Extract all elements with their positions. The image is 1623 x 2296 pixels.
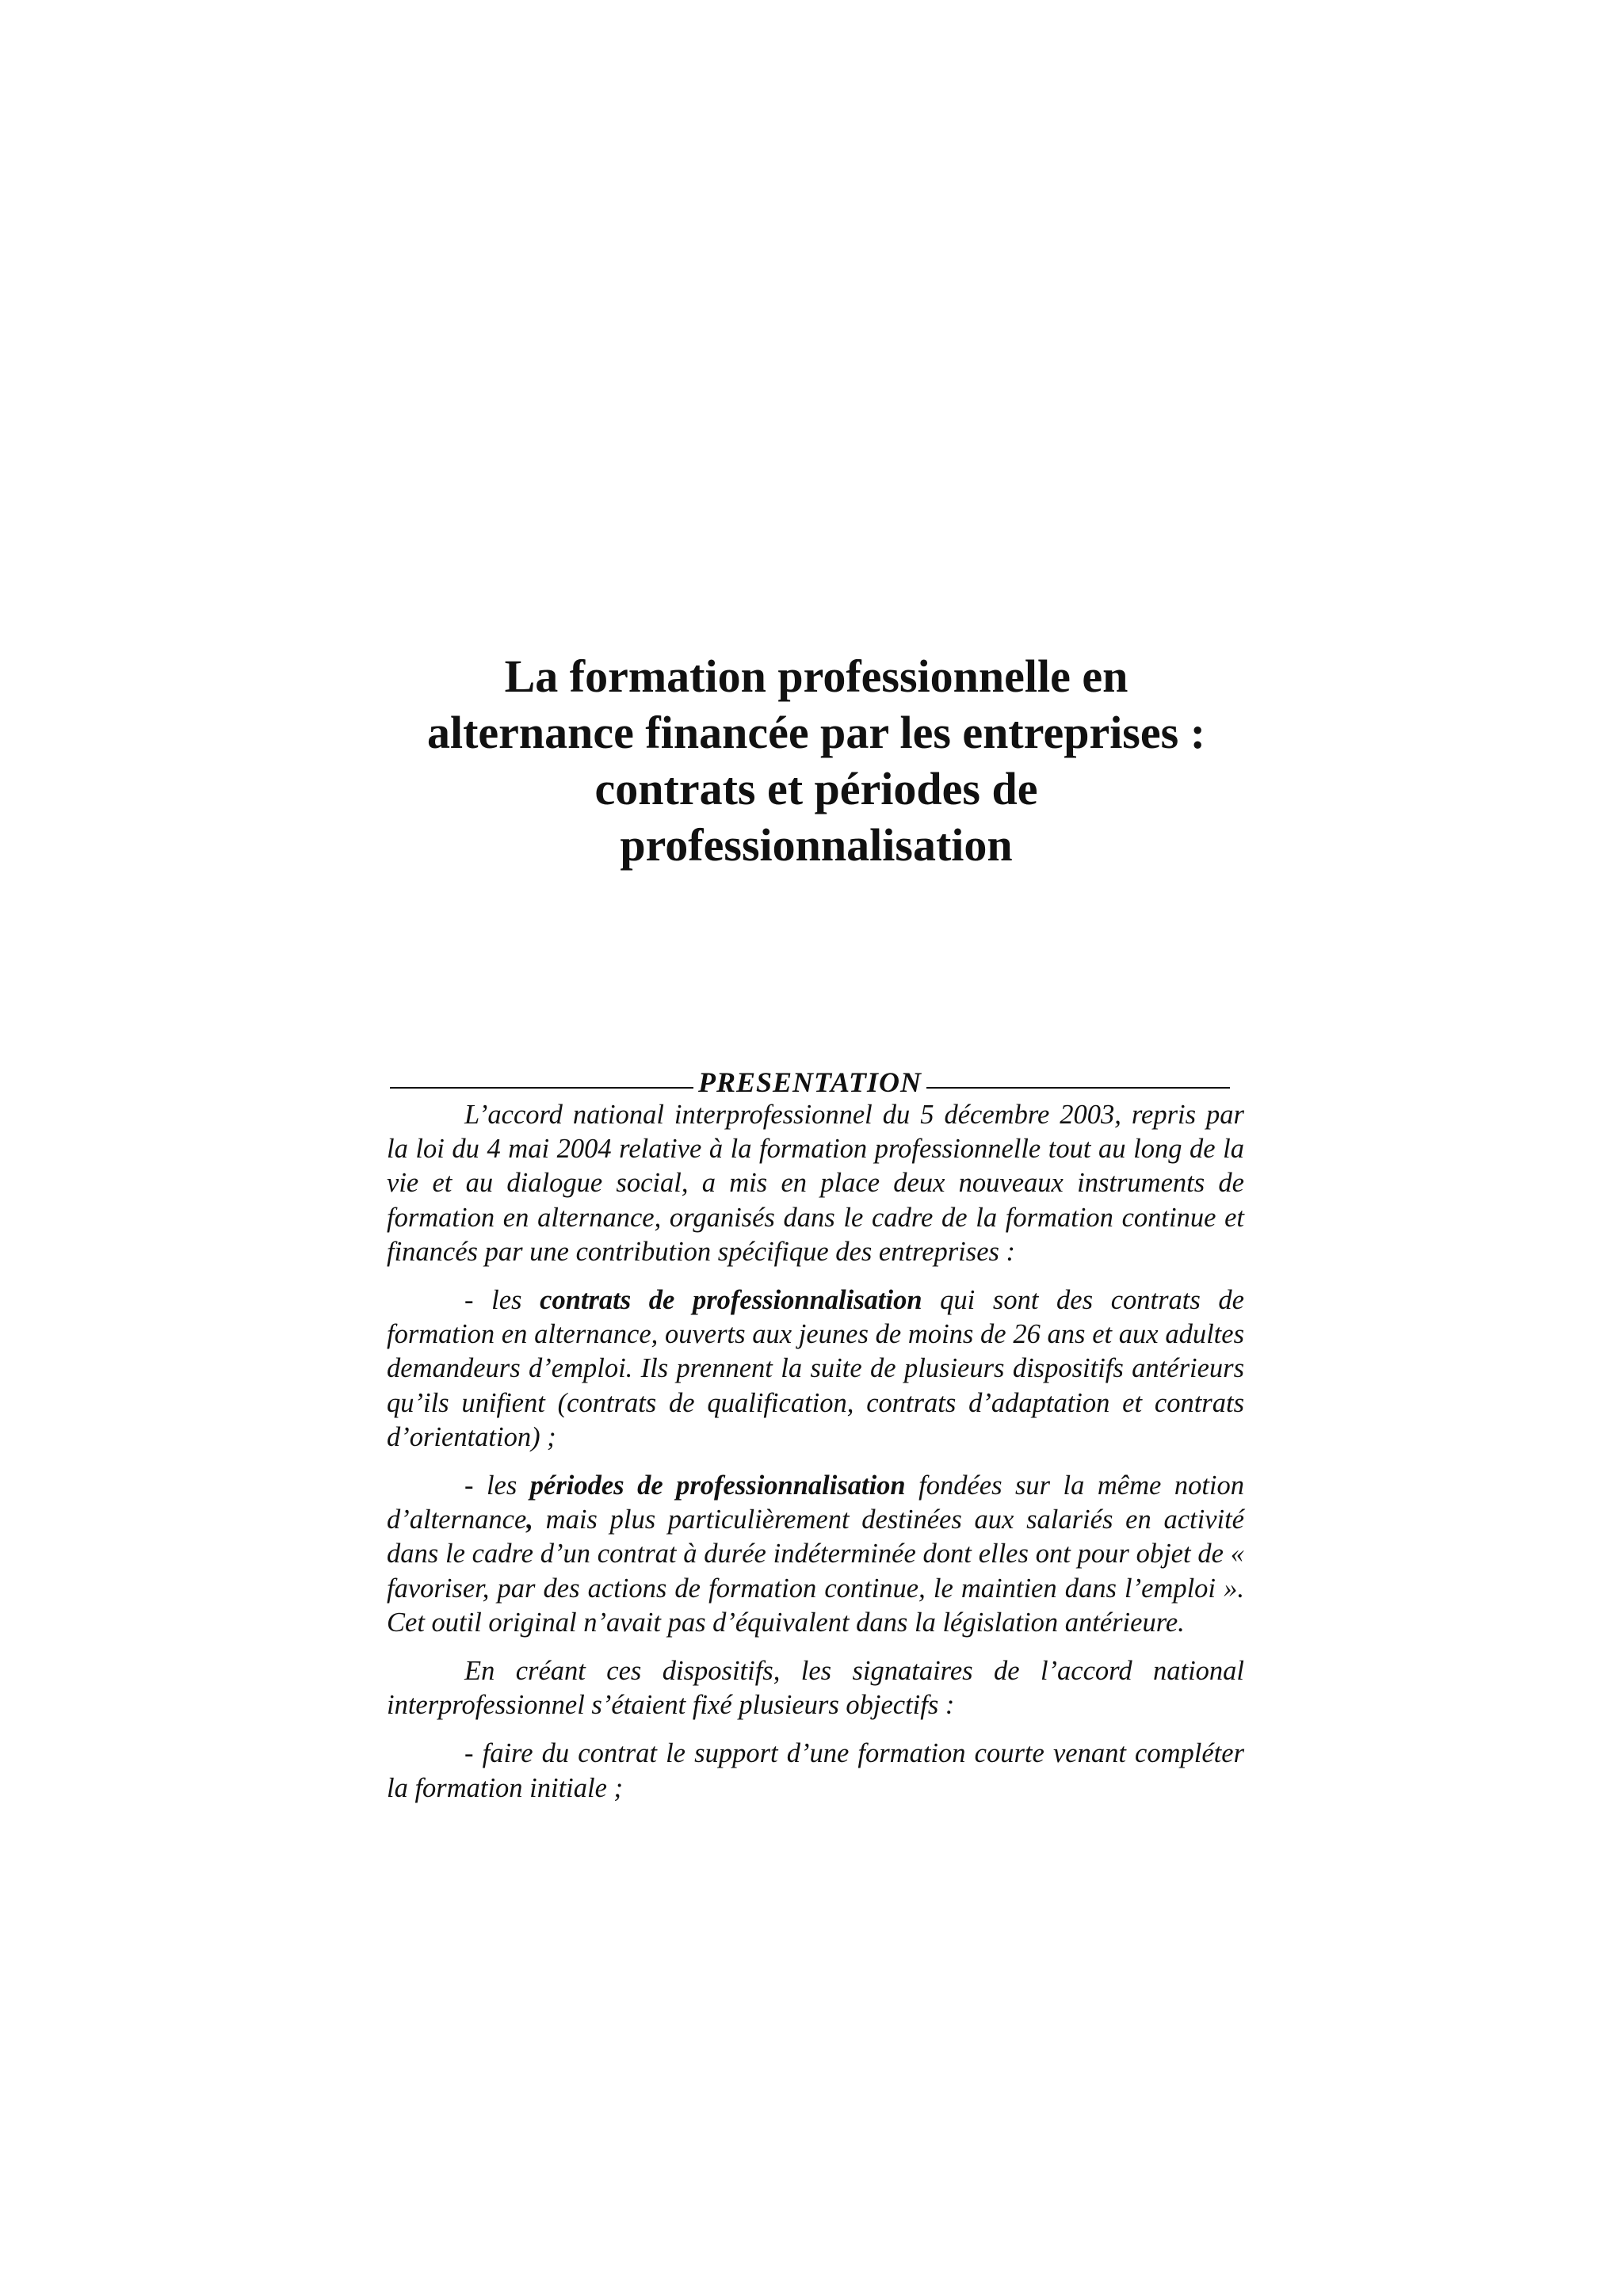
bold-term-periodes: périodes de professionnalisation	[529, 1470, 906, 1501]
document-title	[341, 648, 1292, 873]
paragraph-text: - les	[464, 1470, 530, 1501]
title-line: alternance financée par les entreprises :	[426, 707, 1206, 758]
section-heading	[390, 1066, 1230, 1098]
heading-rule-left	[390, 1087, 693, 1089]
presentation-body	[387, 1098, 1244, 1820]
paragraph-text: mais plus particulièrement destinées aux salariés en activité dans le cadre d’un contrat à durée indéterminée dont elles ont pour objet de « favoriser, par des actions de formation continue, le maintien dans l’emploi ». Cet outil original n’avait pas d’équivalent dans la législation antérieure.	[387, 1505, 1244, 1638]
paragraph-intro: L’accord national interprofessionnel du 5 décembre 2003, repris par la loi du 4 mai 2004 relative à la formation professionnelle tout au long de la vie et au dialogue social, a mis en place deux nouveaux instruments de formation en alternance, organisés dans le cadre de la formation continue et financés par une contribution spécifique des entreprises :	[387, 1100, 1244, 1267]
paragraph-objectifs: En créant ces dispositifs, les signataires de l’accord national interprofessionnel s’étaient fixé plusieurs objectifs :	[387, 1656, 1244, 1721]
paragraph-objectif-1: - faire du contrat le support d’une formation courte venant compléter la formation initiale ;	[387, 1738, 1244, 1803]
paragraph-contrats	[387, 1283, 1244, 1455]
paragraph-text: qui sont des contrats de formation en alternance, ouverts aux jeunes de moins de 26 ans et aux adultes demandeurs d’emploi. Ils prennent la suite de plusieurs dispositifs antérieurs qu’ils unifient (contrats de qualification, contrats d’adaptation et contrats d’orientation) ;	[387, 1285, 1244, 1452]
title-line: La formation professionnelle en	[504, 650, 1128, 702]
paragraph-text: fondées sur la même notion d’alternance	[387, 1470, 1244, 1535]
paragraph-periodes	[387, 1469, 1244, 1640]
bold-term-contrats: contrats de professionnalisation	[540, 1285, 922, 1316]
section-heading-label: PRESENTATION	[697, 1066, 922, 1098]
paragraph-text: - les	[464, 1285, 540, 1316]
bold-comma: ,	[526, 1505, 533, 1535]
title-line: contrats et périodes de	[594, 763, 1038, 814]
title-line: professionnalisation	[620, 819, 1013, 871]
heading-rule-right	[926, 1087, 1230, 1089]
